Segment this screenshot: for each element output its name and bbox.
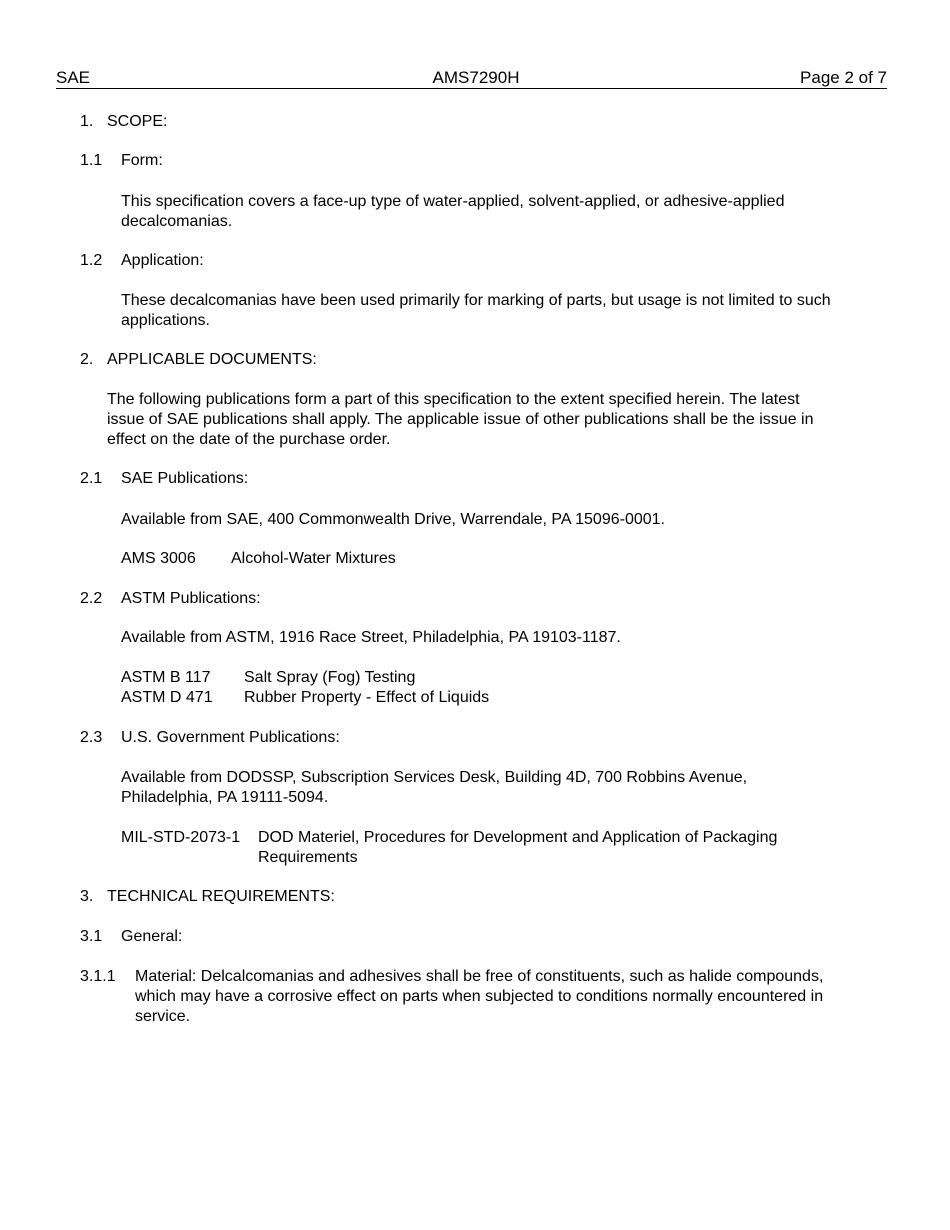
section-2-1-heading	[80, 469, 249, 489]
header-doc-number: AMS7290H	[432, 68, 520, 87]
reference-code: ASTM D 471	[121, 689, 213, 706]
section-2-3-heading	[80, 728, 340, 748]
reference-title: Salt Spray (Fog) Testing	[244, 669, 416, 686]
section-title: APPLICABLE DOCUMENTS:	[107, 351, 317, 368]
reference-code: MIL-STD-2073-1	[121, 829, 241, 846]
section-number: 1.	[80, 113, 94, 130]
section-number: 3.	[80, 888, 94, 905]
section-2-3-availability-line-1: Available from DODSSP, Subscription Services Desk, Building 4D, 700 Robbins Avenue,	[121, 769, 748, 786]
section-1-1-heading	[80, 151, 163, 171]
section-2-heading	[80, 350, 317, 370]
section-1-1-line-1: This specification covers a face-up type of water-applied, solvent-applied, or adhesive-applied	[121, 193, 785, 210]
section-title: Application:	[121, 252, 204, 269]
section-title: SAE Publications:	[121, 470, 249, 487]
section-2-2-heading	[80, 589, 261, 609]
section-number: 2.1	[80, 470, 103, 487]
reference-code: ASTM B 117	[121, 669, 211, 686]
section-title: General:	[121, 928, 183, 945]
section-3-1-heading	[80, 927, 183, 947]
reference-item	[121, 668, 416, 688]
reference-code: AMS 3006	[121, 550, 196, 567]
section-1-2-heading	[80, 251, 204, 271]
reference-title-line-1: DOD Materiel, Procedures for Development and Application of Packaging	[258, 829, 778, 846]
section-2-1-availability: Available from SAE, 400 Commonwealth Drive, Warrendale, PA 15096-0001.	[121, 511, 665, 528]
section-title: ASTM Publications:	[121, 590, 261, 607]
section-2-line-3: effect on the date of the purchase order.	[107, 431, 391, 448]
reference-item	[121, 549, 396, 569]
section-number: 3.1	[80, 928, 103, 945]
page-header	[56, 67, 887, 89]
section-title: TECHNICAL REQUIREMENTS:	[107, 888, 335, 905]
section-number: 2.2	[80, 590, 103, 607]
reference-title: Alcohol-Water Mixtures	[231, 550, 396, 567]
section-1-2-line-1: These decalcomanias have been used primarily for marking of parts, but usage is not limited to such	[121, 292, 831, 309]
section-1-heading	[80, 112, 168, 132]
reference-title-line-2: Requirements	[258, 849, 358, 866]
section-3-1-1-line-2: which may have a corrosive effect on parts when subjected to conditions normally encountered in	[135, 988, 824, 1005]
section-number: 1.1	[80, 152, 103, 169]
section-title: U.S. Government Publications:	[121, 729, 340, 746]
section-title: SCOPE:	[107, 113, 168, 130]
section-2-3-availability-line-2: Philadelphia, PA 19111-5094.	[121, 789, 329, 806]
reference-item	[121, 828, 778, 848]
header-org: SAE	[56, 68, 91, 87]
section-2-2-availability: Available from ASTM, 1916 Race Street, Philadelphia, PA 19103-1187.	[121, 629, 621, 646]
section-title: Form:	[121, 152, 163, 169]
reference-item	[121, 688, 490, 708]
section-number: 2.	[80, 351, 94, 368]
section-2-line-1: The following publications form a part of this specification to the extent specified herein. The latest	[107, 391, 800, 408]
section-2-line-2: issue of SAE publications shall apply. The applicable issue of other publications shall be the issue in	[107, 411, 814, 428]
reference-title: Rubber Property - Effect of Liquids	[244, 689, 490, 706]
section-1-1-line-2: decalcomanias.	[121, 213, 233, 230]
section-3-1-1-line-1: Material: Delcalcomanias and adhesives shall be free of constituents, such as halide compounds,	[135, 968, 824, 985]
section-number: 1.2	[80, 252, 103, 269]
section-3-heading	[80, 887, 335, 907]
section-3-1-1-number: 3.1.1	[80, 968, 116, 985]
section-3-1-1-line-3: service.	[135, 1008, 191, 1025]
section-number: 2.3	[80, 729, 103, 746]
section-1-2-line-2: applications.	[121, 312, 210, 329]
header-page-number: Page 2 of 7	[800, 68, 887, 87]
